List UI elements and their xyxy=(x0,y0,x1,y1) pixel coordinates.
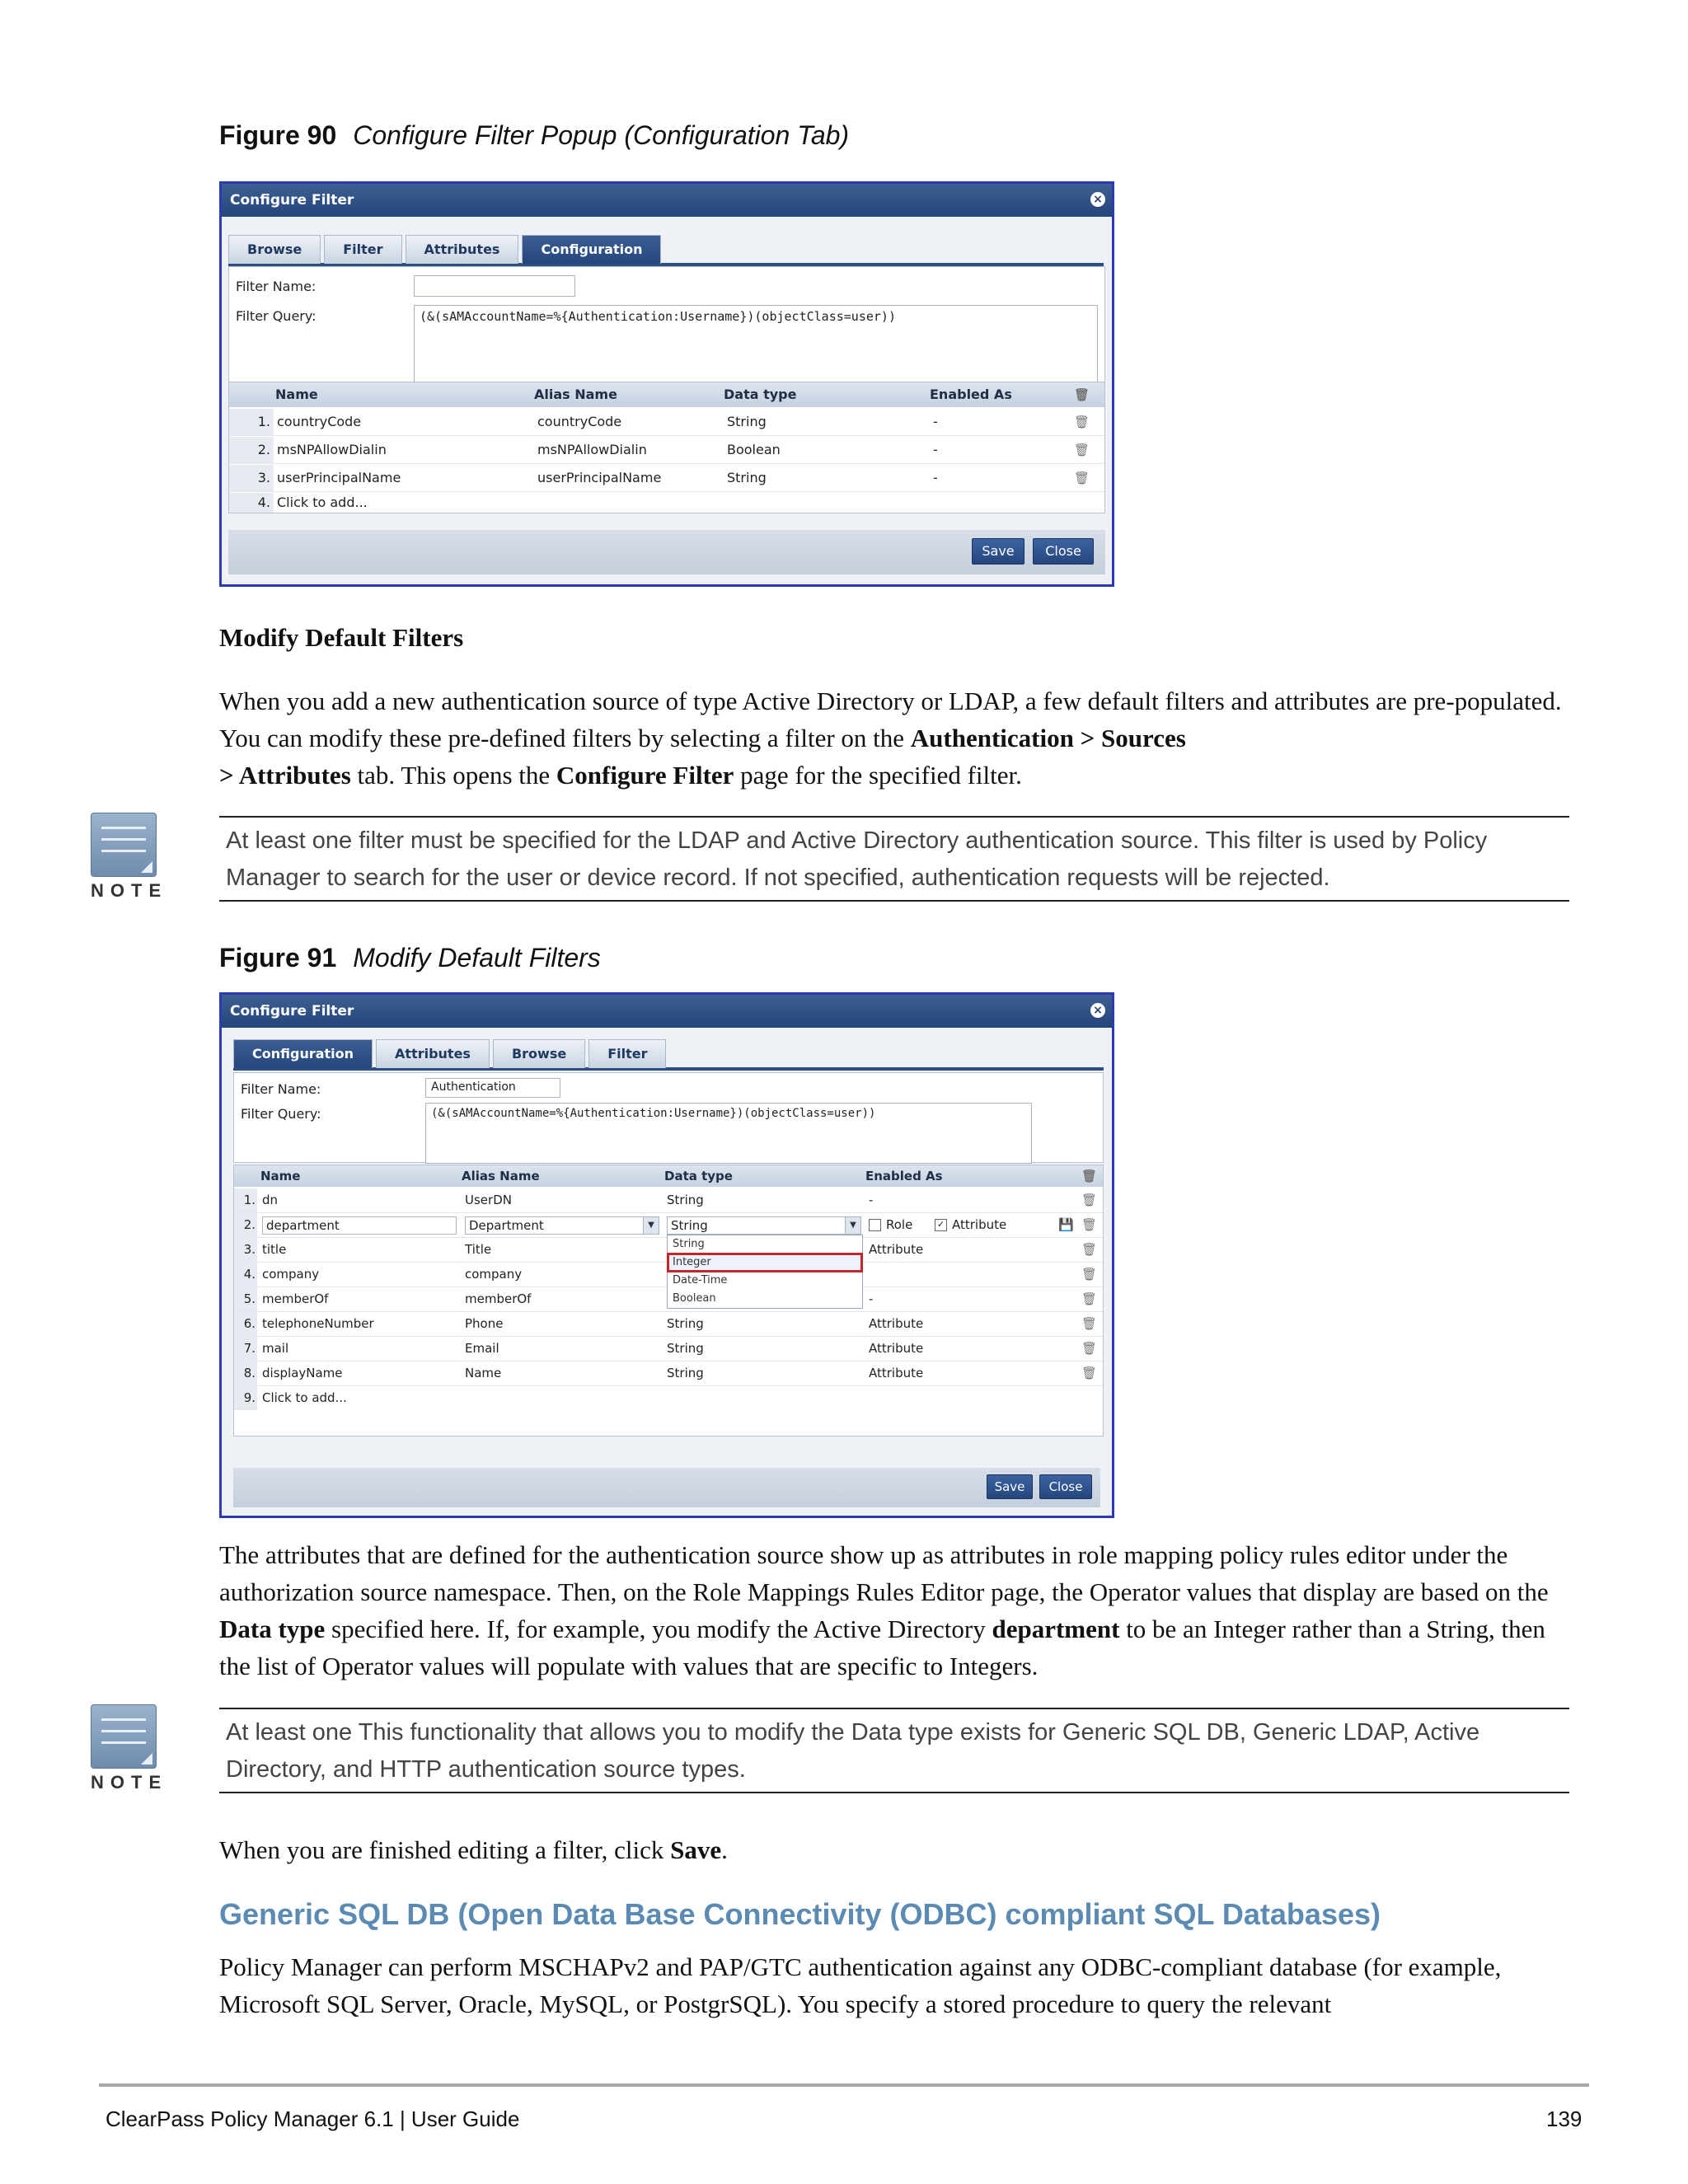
table-row[interactable] xyxy=(229,409,1104,436)
bold-text: Data type xyxy=(219,1615,326,1643)
filter-query-input[interactable]: (&(sAMAccountName=%{Authentication:Username})(objectClass=user)) xyxy=(414,305,1098,384)
cell-name: msNPAllowDialin xyxy=(277,442,387,457)
cell-alias: Name xyxy=(465,1366,502,1380)
row-number: 4. xyxy=(229,493,274,513)
cell-alias: countryCode xyxy=(537,414,622,429)
cell-name: memberOf xyxy=(262,1291,329,1306)
filter-query-label: Filter Query: xyxy=(236,308,316,324)
col-alias: Alias Name xyxy=(534,387,617,402)
tab-browse[interactable]: Browse xyxy=(493,1039,585,1068)
paragraph-2 xyxy=(219,1536,1579,1685)
tab-attributes[interactable]: Attributes xyxy=(376,1039,490,1068)
row-number: 3. xyxy=(234,1238,257,1262)
row-number: 1. xyxy=(234,1188,257,1212)
cell-type: String xyxy=(667,1316,704,1331)
tab-bar xyxy=(233,1038,1104,1071)
cell-name: userPrincipalName xyxy=(277,470,401,485)
modify-default-filters-heading: Modify Default Filters xyxy=(219,623,464,652)
filter-name-input[interactable] xyxy=(414,275,575,297)
note-label: NOTE xyxy=(91,880,168,901)
bold-text: Save xyxy=(670,1835,722,1864)
note-text: At least one filter must be specified for the LDAP and Active Directory authentication source. This filter is used by Policy Manager to search for the user or device record. If not specified, authentication requests will be rejected. xyxy=(226,827,1488,891)
paragraph-1 xyxy=(219,682,1571,794)
chevron-down-icon[interactable]: ▼ xyxy=(643,1217,659,1234)
cell-name: title xyxy=(262,1242,287,1257)
cell-alias: Phone xyxy=(465,1316,504,1331)
cell-enabled: - xyxy=(869,1291,874,1306)
dropdown-option[interactable]: String xyxy=(673,1238,705,1250)
note-text: At least one This functionality that allows you to modify the Data type exists for Generic SQL DB, Generic LDAP, Active Directory, and HTTP authentication source types. xyxy=(226,1719,1480,1783)
table-row[interactable] xyxy=(229,437,1104,464)
attributes-grid xyxy=(228,382,1105,513)
note-box xyxy=(219,816,1569,902)
trash-icon[interactable]: 🗑 xyxy=(1074,387,1090,402)
alias-select[interactable] xyxy=(465,1216,659,1235)
note-label: NOTE xyxy=(91,1772,168,1793)
filter-name-input[interactable]: Authentication xyxy=(425,1078,560,1098)
col-data-type: Data type xyxy=(664,1169,733,1183)
paragraph-4: Policy Manager can perform MSCHAPv2 and PAP/GTC authentication against any ODBC-compliant database (for example, Microsoft SQL Server, Oracle, MySQL, or PostgrSQL). You specify a stored procedure to query the relevant xyxy=(219,1952,1502,2018)
save-button[interactable]: Save xyxy=(987,1474,1033,1499)
dropdown-option[interactable]: Boolean xyxy=(673,1292,716,1305)
save-button[interactable]: Save xyxy=(972,538,1025,565)
data-type-select[interactable] xyxy=(667,1216,861,1235)
row-number: 4. xyxy=(234,1263,257,1286)
trash-icon[interactable]: 🗑 xyxy=(1081,1291,1098,1306)
cell-type: String xyxy=(727,470,767,485)
cell-enabled: Attribute xyxy=(869,1242,924,1257)
attributes-grid xyxy=(233,1165,1104,1436)
cell-name: displayName xyxy=(262,1366,343,1380)
col-name: Name xyxy=(275,387,318,402)
data-type-dropdown-list xyxy=(667,1235,863,1309)
filter-name-label: Filter Name: xyxy=(241,1081,321,1097)
close-button[interactable]: Close xyxy=(1033,538,1094,565)
cell-enabled: Attribute xyxy=(869,1366,924,1380)
close-button[interactable]: Close xyxy=(1039,1474,1092,1499)
row-number: 1. xyxy=(229,409,274,435)
figure-91-caption xyxy=(219,943,601,973)
alias-value: Department xyxy=(469,1218,544,1233)
figure-title: Configure Filter Popup (Configuration Tab) xyxy=(353,120,850,150)
text: When you add a new authentication source of type Active Directory or LDAP, a few default filters and attributes are pre-populated. You can modify these pre-defined filters by selecting a filter on the xyxy=(219,687,1562,752)
bold-text: department xyxy=(992,1615,1120,1643)
cell-alias: msNPAllowDialin xyxy=(537,442,647,457)
trash-icon[interactable]: 🗑 xyxy=(1074,415,1090,429)
tab-filter[interactable]: Filter xyxy=(324,235,401,264)
cell-name: telephoneNumber xyxy=(262,1316,374,1331)
dropdown-option-highlighted[interactable]: Integer xyxy=(668,1254,862,1272)
row-number: 8. xyxy=(234,1361,257,1385)
text: to be an Integer rather than a String, then the list of Operator values will populate with values that are specific to Integers. xyxy=(219,1615,1545,1680)
configure-filter-dialog xyxy=(219,992,1114,1518)
dialog-title: Configure Filter xyxy=(230,192,354,209)
filter-form xyxy=(233,1072,1104,1163)
trash-icon[interactable]: 🗑 xyxy=(1081,1169,1098,1183)
row-number: 5. xyxy=(234,1287,257,1311)
tab-browse[interactable]: Browse xyxy=(228,235,321,264)
cell-name: dn xyxy=(262,1193,279,1207)
text: > xyxy=(1073,724,1102,752)
bold-text: Configure Filter xyxy=(556,761,734,790)
grid-header xyxy=(234,1165,1103,1187)
text: page for the specified filter. xyxy=(734,761,1022,790)
dialog-title-bar xyxy=(222,995,1112,1028)
cell-alias: Email xyxy=(465,1341,499,1356)
click-to-add-link[interactable]: Click to add... xyxy=(262,1390,347,1405)
tab-configuration[interactable]: Configuration xyxy=(233,1039,373,1068)
figure-90-caption xyxy=(219,120,849,151)
text: The attributes that are defined for the authentication source show up as attributes in role mapping policy rules editor under the authorization source namespace. Then, on the Role Mappings Rules Editor page, the Operator values that display are based on the xyxy=(219,1540,1549,1606)
figure-title: Modify Default Filters xyxy=(353,943,601,972)
tab-bar xyxy=(228,233,1104,266)
cell-alias: memberOf xyxy=(465,1291,532,1306)
cell-enabled: Attribute xyxy=(869,1316,924,1331)
trash-icon[interactable]: 🗑 xyxy=(1081,1316,1098,1331)
add-row[interactable] xyxy=(234,1386,1103,1410)
cell-enabled: - xyxy=(933,442,938,457)
cell-alias: Title xyxy=(465,1242,492,1257)
filter-query-label: Filter Query: xyxy=(241,1106,321,1122)
col-enabled-as: Enabled As xyxy=(930,387,1012,402)
note-icon xyxy=(91,1704,168,1793)
row-number: 3. xyxy=(229,465,274,491)
filter-form xyxy=(228,266,1105,396)
trash-icon[interactable]: 🗑 xyxy=(1074,443,1090,457)
figure-number: Figure 91 xyxy=(219,943,337,972)
section-heading: Generic SQL DB (Open Data Base Connectivity (ODBC) compliant SQL Databases) xyxy=(219,1897,1381,1931)
text: When you are finished editing a filter, click xyxy=(219,1835,671,1864)
row-number: 9. xyxy=(234,1386,257,1410)
cell-type: String xyxy=(667,1341,704,1356)
footer-title: ClearPass Policy Manager 6.1 | User Guide xyxy=(106,2107,520,2131)
filter-query-input[interactable]: (&(sAMAccountName=%{Authentication:Username})(objectClass=user)) xyxy=(425,1103,1032,1164)
cell-type: String xyxy=(667,1193,704,1207)
cell-enabled: - xyxy=(933,414,938,429)
cell-name: mail xyxy=(262,1341,289,1356)
click-to-add-link[interactable]: Click to add... xyxy=(277,494,368,510)
page-number: 139 xyxy=(1546,2107,1582,2131)
save-row-icon[interactable]: 💾 xyxy=(1058,1217,1074,1232)
table-row[interactable] xyxy=(234,1312,1103,1337)
table-row[interactable] xyxy=(229,465,1104,492)
bold-text: Attributes xyxy=(238,761,351,790)
filter-name-label: Filter Name: xyxy=(236,279,316,294)
tab-filter[interactable]: Filter xyxy=(588,1039,666,1068)
col-data-type: Data type xyxy=(724,387,797,402)
cell-alias: userPrincipalName xyxy=(537,470,662,485)
configure-filter-dialog xyxy=(219,181,1114,587)
cell-alias: UserDN xyxy=(465,1193,512,1207)
footer-rule xyxy=(99,2083,1589,2087)
grid-header xyxy=(229,382,1104,407)
note-box xyxy=(219,1708,1569,1793)
table-row[interactable] xyxy=(234,1188,1103,1213)
trash-icon[interactable]: 🗑 xyxy=(1081,1193,1098,1207)
cell-type: String xyxy=(727,414,767,429)
trash-icon[interactable]: 🗑 xyxy=(1074,471,1090,485)
tab-attributes[interactable]: Attributes xyxy=(406,235,519,264)
figure-number: Figure 90 xyxy=(219,120,337,150)
bold-text: Sources xyxy=(1101,724,1186,752)
dialog-title: Configure Filter xyxy=(230,1003,354,1019)
cell-type: Boolean xyxy=(727,442,781,457)
dialog-title-bar xyxy=(222,184,1112,217)
row-number: 2. xyxy=(229,437,274,463)
table-row[interactable] xyxy=(234,1337,1103,1361)
dialog-footer xyxy=(233,1468,1100,1507)
text: . xyxy=(721,1835,728,1864)
row-number: 6. xyxy=(234,1312,257,1336)
col-name: Name xyxy=(260,1169,301,1183)
text: > xyxy=(219,761,239,790)
attribute-label: Attribute xyxy=(952,1217,1007,1232)
trash-icon[interactable]: 🗑 xyxy=(1081,1217,1098,1232)
name-input[interactable]: department xyxy=(262,1216,457,1235)
chevron-down-icon[interactable]: ▼ xyxy=(845,1217,860,1234)
cell-name: company xyxy=(262,1267,320,1282)
dialog-footer xyxy=(228,530,1105,574)
cell-alias: company xyxy=(465,1267,523,1282)
cell-enabled: Attribute xyxy=(869,1341,924,1356)
paragraph-3 xyxy=(219,1831,728,1868)
dropdown-option[interactable]: Date-Time xyxy=(673,1274,728,1286)
attribute-checkbox-wrap[interactable] xyxy=(935,1213,1006,1237)
tab-configuration[interactable]: Configuration xyxy=(522,235,661,264)
attribute-checkbox[interactable]: ✓ xyxy=(935,1219,947,1231)
table-row[interactable] xyxy=(234,1361,1103,1386)
trash-icon[interactable]: 🗑 xyxy=(1081,1341,1098,1356)
col-alias: Alias Name xyxy=(462,1169,540,1183)
row-number: 2. xyxy=(234,1213,257,1237)
text: tab. This opens the xyxy=(350,761,556,790)
text: specified here. If, for example, you modify the Active Directory xyxy=(325,1615,992,1643)
data-type-value: String xyxy=(671,1218,708,1233)
cell-enabled: - xyxy=(933,470,938,485)
cell-enabled: - xyxy=(869,1193,874,1207)
row-number: 7. xyxy=(234,1337,257,1361)
close-icon[interactable]: × xyxy=(1090,1003,1105,1018)
cell-type: String xyxy=(667,1366,704,1380)
add-row[interactable] xyxy=(229,493,1104,513)
note-icon xyxy=(91,813,168,902)
trash-icon[interactable]: 🗑 xyxy=(1081,1242,1098,1257)
bold-text: Authentication xyxy=(910,724,1074,752)
role-checkbox-wrap[interactable] xyxy=(869,1213,912,1237)
trash-icon[interactable]: 🗑 xyxy=(1081,1267,1098,1282)
close-icon[interactable]: × xyxy=(1090,192,1105,207)
trash-icon[interactable]: 🗑 xyxy=(1081,1366,1098,1380)
role-checkbox[interactable] xyxy=(869,1219,881,1231)
col-enabled-as: Enabled As xyxy=(865,1169,943,1183)
cell-name: countryCode xyxy=(277,414,362,429)
role-label: Role xyxy=(886,1217,913,1232)
